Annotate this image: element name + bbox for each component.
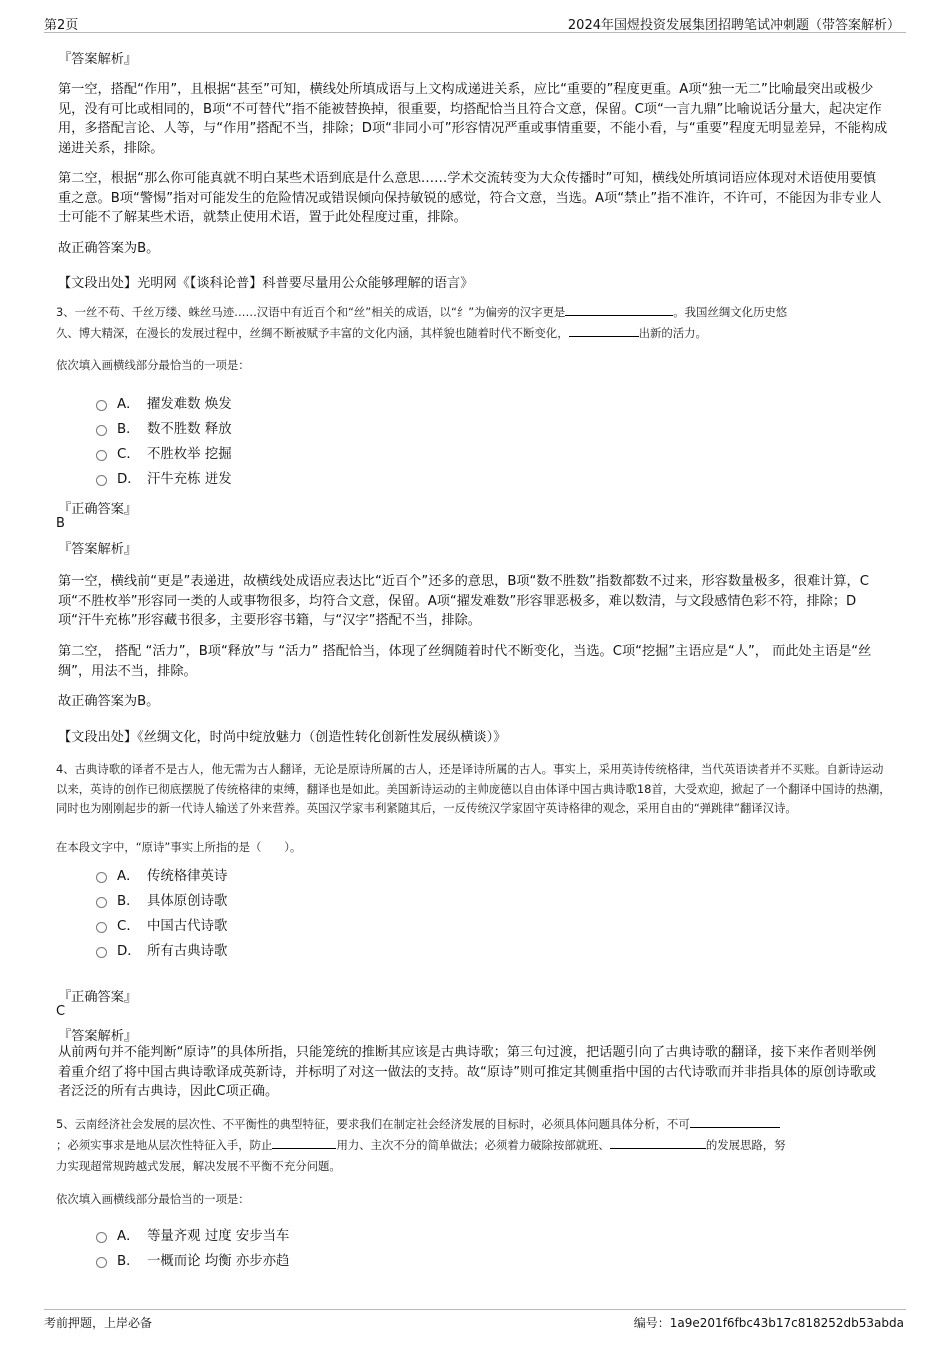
radio-icon[interactable] bbox=[96, 1232, 107, 1243]
q3-option-d[interactable]: D． 汗牛充栋 迸发 bbox=[96, 467, 232, 487]
q4-answer-tag: 『正确答案』 bbox=[58, 990, 138, 1005]
q2-source: 【文段出处】光明网《【谈科论普】科普要尽量用公众能够理解的语言》 bbox=[58, 276, 474, 291]
q3-prompt: 依次填入画横线部分最恰当的一项是： bbox=[56, 358, 250, 372]
radio-icon[interactable] bbox=[96, 475, 107, 486]
q4-option-c[interactable]: C． 中国古代诗歌 bbox=[96, 914, 227, 934]
q3-source: 【文段出处】《丝绸文化，时尚中绽放魅力（创造性转化创新性发展纵横谈）》 bbox=[58, 730, 507, 745]
q3-analysis-tag: 『答案解析』 bbox=[58, 542, 138, 557]
q3-option-c[interactable]: C． 不胜枚举 挖掘 bbox=[96, 442, 232, 462]
q4-stem: 4、古典诗歌的译者不是古人，他无需为古人翻译，无论是原诗所属的古人，还是译诗所属的古人。事实上，采用英诗传统格律，当代英语读者并不买账。自新诗运动以来，英诗的创作已彻底摆脱了传统格律的束缚，翻译也是如此。美国新诗运动的主帅庞德以自由体译中国古典诗歌18首，大受欢迎，掀起了一个翻译中国诗的热潮，同时也为刚刚起步的新一代诗人输送了外来营养。英国汉学家韦利紧随其后，一反传统汉学家固守英诗格律的观念，采用自由的“弹跳律”翻译汉诗。 bbox=[56, 762, 891, 815]
q3-stem-part-c: 久、博大精深，在漫长的发展过程中，丝绸不断被赋予丰富的文化内涵，其样貌也随着时代不断变化， bbox=[56, 326, 569, 340]
document-title: 2024年国煜投资发展集团招聘笔试冲刺题（带答案解析） bbox=[567, 18, 900, 33]
q5-blank-2 bbox=[272, 1136, 336, 1149]
q2-analysis-para2: 第二空，根据“那么你可能真就不明白某些术语到底是什么意思……学术交流转变为大众传播时”可知，横线处所填词语应体现对术语使用要慎重之意。B项“警惕”指对可能发生的危险情况或错误倾向保持敏锐的感觉，符合文意，当选。A项“禁止”指不准许，不许可，不能因为非专业人士可能不了解某些术语，就禁止使用术语，置于此处程度过重，排除。 bbox=[58, 171, 882, 225]
q5-stem-part-d: 的发展思路，努 bbox=[705, 1138, 786, 1152]
q4-analysis-tag: 『答案解析』 bbox=[58, 1029, 138, 1044]
radio-icon[interactable] bbox=[96, 1257, 107, 1268]
q3-option-a[interactable]: A． 擢发难数 焕发 bbox=[96, 392, 232, 412]
q3-conclusion: 故正确答案为B。 bbox=[58, 694, 160, 709]
q5-stem-part-b: ；必须实事求是地从层次性特征入手，防止 bbox=[56, 1138, 273, 1152]
q4-analysis: 从前两句并不能判断“原诗”的具体所指，只能笼统的推断其应该是古典诗歌；第三句过渡，把话题引向了古典诗歌的翻译，接下来作者则举例着重介绍了将中国古典诗歌译成英新诗，并标明了对这一做法的支持。故“原诗”则可推定其侧重指中国的古代诗歌而并非指具体的原创诗歌或者泛泛的所有古典诗，因此C项正确。 bbox=[58, 1045, 877, 1099]
q2-analysis-tag: 『答案解析』 bbox=[58, 52, 138, 67]
q5-blank-1 bbox=[690, 1115, 780, 1128]
q5-stem-part-c: 用力、主次不分的简单做法；必须着力破除按部就班、 bbox=[336, 1138, 610, 1152]
q3-analysis-para2: 第二空， 搭配 “活力”，B项“释放”与 “活力” 搭配恰当，体现了丝绸随着时代不断变化，当选。C项“挖掘”主语应是“人”， 而此处主语是“丝绸”，用法不当，排除。 bbox=[58, 644, 872, 679]
q5-stem bbox=[56, 1114, 894, 1177]
q2-conclusion: 故正确答案为B。 bbox=[58, 241, 160, 256]
footer-divider bbox=[44, 1309, 906, 1310]
radio-icon[interactable] bbox=[96, 450, 107, 461]
q3-stem-part-b: 。我国丝绸文化历史悠 bbox=[673, 305, 788, 319]
radio-icon[interactable] bbox=[96, 897, 107, 908]
q3-stem-part-d: 出新的活力。 bbox=[638, 326, 707, 340]
q3-answer-tag: 『正确答案』 bbox=[58, 502, 138, 517]
footer-slogan: 考前押题，上岸必备 bbox=[44, 1316, 153, 1330]
q3-blank-2 bbox=[569, 324, 639, 337]
q3-blank-1 bbox=[565, 303, 673, 316]
radio-icon[interactable] bbox=[96, 872, 107, 883]
q4-option-d[interactable]: D． 所有古典诗歌 bbox=[96, 939, 227, 959]
q5-stem-part-a: 5、云南经济社会发展的层次性、不平衡性的典型特征，要求我们在制定社会经济发展的目标时，必须具体问题具体分析，不可 bbox=[56, 1117, 690, 1131]
page-number: 第2页 bbox=[44, 18, 79, 33]
q4-prompt: 在本段文字中，“原诗”事实上所指的是（ ）。 bbox=[56, 840, 302, 854]
q3-stem bbox=[56, 302, 894, 344]
radio-icon[interactable] bbox=[96, 922, 107, 933]
header-divider bbox=[44, 32, 906, 33]
document-id: 编号：1a9e201f6fbc43b17c818252db53abda bbox=[633, 1316, 904, 1330]
q5-option-b[interactable]: B． 一概而论 均衡 亦步亦趋 bbox=[96, 1249, 289, 1269]
q5-option-a[interactable]: A． 等量齐观 过度 安步当车 bbox=[96, 1224, 289, 1244]
q5-prompt: 依次填入画横线部分最恰当的一项是： bbox=[56, 1192, 250, 1206]
q3-analysis-para1: 第一空，横线前“更是”表递进，故横线处成语应表达比“近百个”还多的意思，B项“数不胜数”指数都数不过来，形容数量极多，很难计算，C项“不胜枚举”形容同一类的人或事物很多，均符合文意，保留。A项“擢发难数”形容罪恶极多，难以数清，与文段感情色彩不符，排除；D项“汗牛充栋”形容藏书很多，主要形容书籍，与“汉字”搭配不当，排除。 bbox=[58, 574, 869, 628]
q3-answer: B bbox=[56, 516, 65, 531]
radio-icon[interactable] bbox=[96, 400, 107, 411]
q5-stem-part-e: 力实现超常规跨越式发展，解决发展不平衡不充分问题。 bbox=[56, 1159, 341, 1173]
q4-option-b[interactable]: B． 具体原创诗歌 bbox=[96, 889, 227, 909]
q4-option-a[interactable]: A． 传统格律英诗 bbox=[96, 864, 227, 884]
q5-blank-3 bbox=[610, 1136, 706, 1149]
q4-answer: C bbox=[56, 1004, 66, 1019]
radio-icon[interactable] bbox=[96, 425, 107, 436]
radio-icon[interactable] bbox=[96, 947, 107, 958]
q2-analysis-para1: 第一空，搭配“作用”，且根据“甚至”可知，横线处所填成语与上文构成递进关系，应比“重要的”程度更重。A项“独一无二”比喻最突出或极少见，没有可比或相同的，B项“不可替代”指不能被替换掉，很重要，均搭配恰当且符合文意，保留。C项“一言九鼎”比喻说话分量大，起决定作用，多搭配言论、人等，与“作用”搭配不当，排除；D项“非同小可”形容情况严重或事情重要，不能小看，与“重要”程度无明显差异，不能构成递进关系，排除。 bbox=[58, 82, 888, 156]
q3-option-b[interactable]: B． 数不胜数 释放 bbox=[96, 417, 232, 437]
q3-stem-part-a: 3、一丝不苟、千丝万缕、蛛丝马迹……汉语中有近百个和“丝”相关的成语，以“纟”为偏旁的汉字更是 bbox=[56, 305, 566, 319]
